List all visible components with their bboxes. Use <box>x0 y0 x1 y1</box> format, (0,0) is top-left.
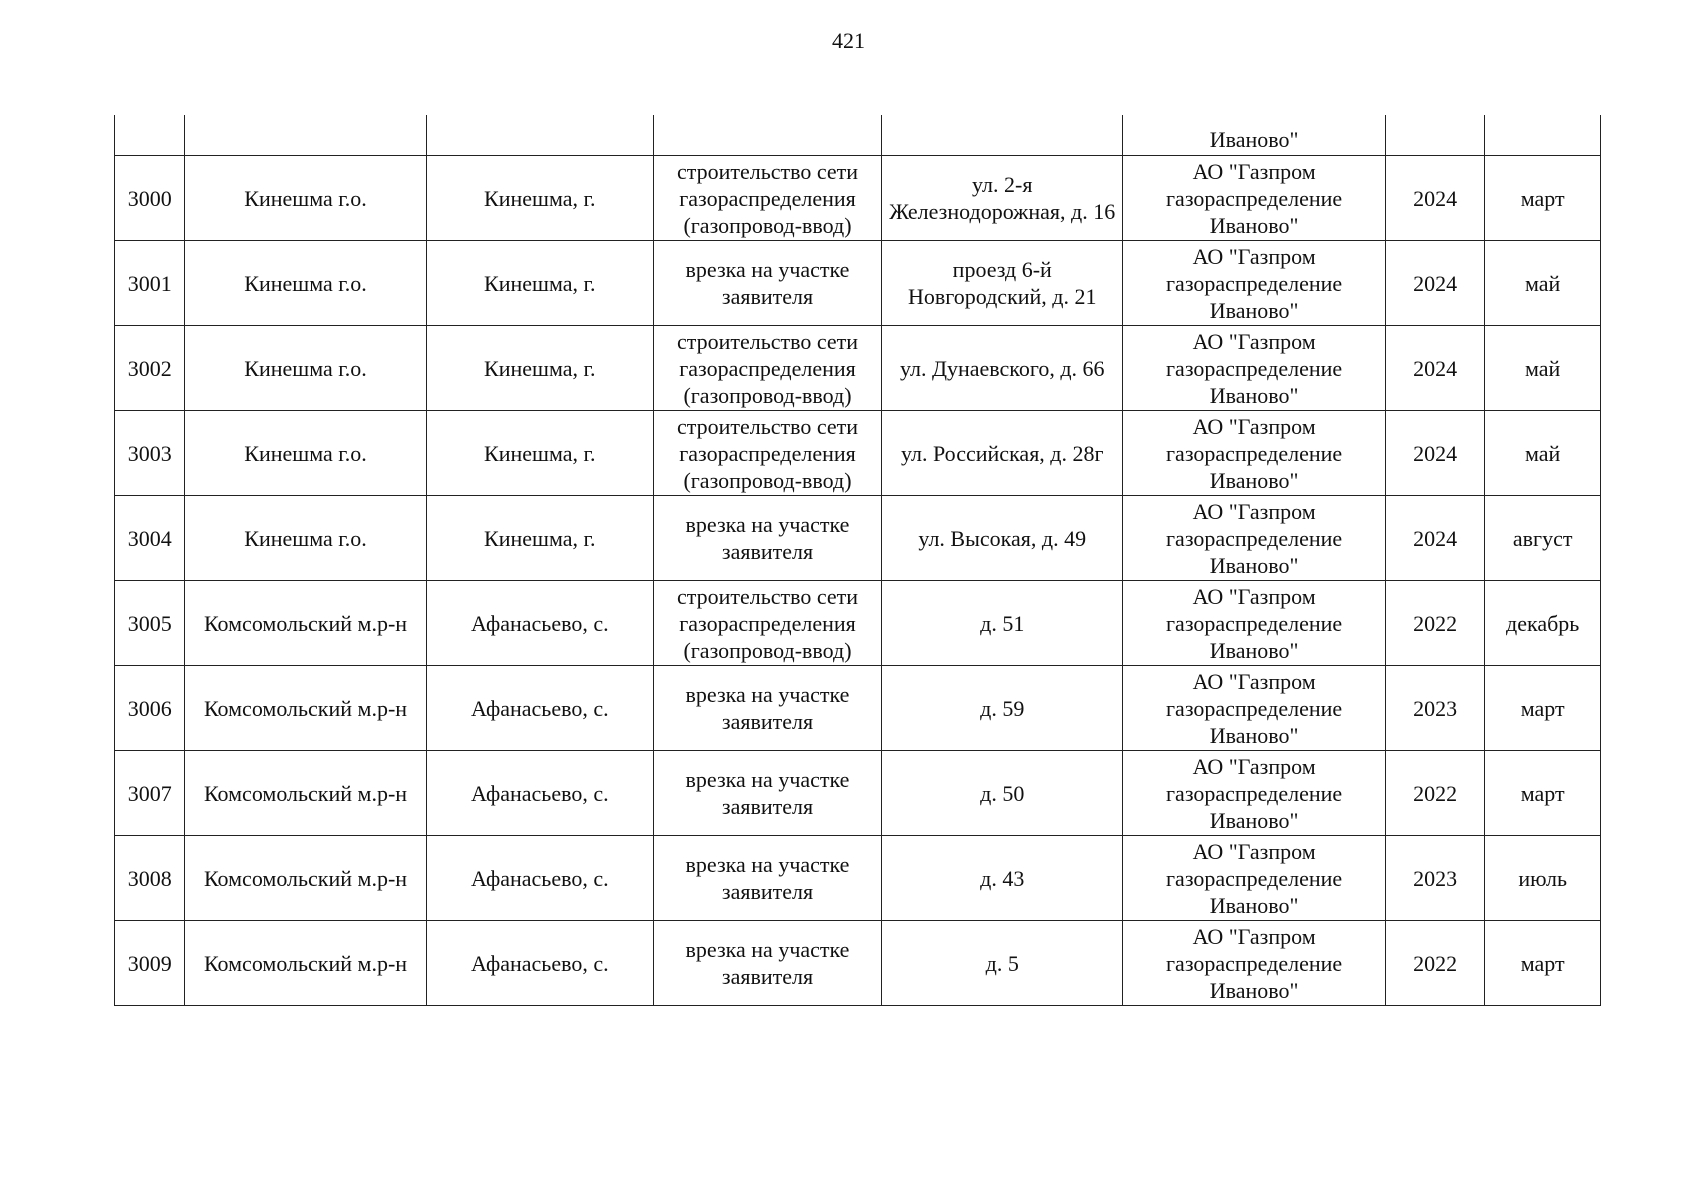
cell-address: проезд 6-й Новгородский, д. 21 <box>882 241 1123 326</box>
cell-number: 3002 <box>115 326 185 411</box>
cell-settlement: Афанасьево, с. <box>426 666 653 751</box>
cell-work-type <box>653 115 881 156</box>
cell-address: ул. Высокая, д. 49 <box>882 496 1123 581</box>
cell-address: ул. Дунаевского, д. 66 <box>882 326 1123 411</box>
cell-work-type: врезка на участке заявителя <box>653 496 881 581</box>
cell-number: 3009 <box>115 921 185 1006</box>
cell-district: Кинешма г.о. <box>185 156 426 241</box>
cell-year: 2024 <box>1385 156 1485 241</box>
cell-month: декабрь <box>1485 581 1601 666</box>
cell-organization: АО "Газпром газораспределение Иваново" <box>1123 241 1385 326</box>
cell-organization: АО "Газпром газораспределение Иваново" <box>1123 326 1385 411</box>
cell-address <box>882 115 1123 156</box>
cell-work-type: врезка на участке заявителя <box>653 751 881 836</box>
cell-organization: АО "Газпром газораспределение Иваново" <box>1123 836 1385 921</box>
cell-district: Комсомольский м.р-н <box>185 751 426 836</box>
table-row <box>115 921 1601 1006</box>
cell-year: 2024 <box>1385 326 1485 411</box>
table-row <box>115 326 1601 411</box>
cell-work-type: врезка на участке заявителя <box>653 241 881 326</box>
table-row <box>115 581 1601 666</box>
cell-address: д. 5 <box>882 921 1123 1006</box>
cell-year: 2023 <box>1385 666 1485 751</box>
cell-month: март <box>1485 666 1601 751</box>
cell-work-type: врезка на участке заявителя <box>653 921 881 1006</box>
cell-number <box>115 115 185 156</box>
cell-organization: АО "Газпром газораспределение Иваново" <box>1123 666 1385 751</box>
cell-year: 2024 <box>1385 496 1485 581</box>
cell-settlement: Афанасьево, с. <box>426 581 653 666</box>
cell-settlement: Кинешма, г. <box>426 496 653 581</box>
cell-year <box>1385 115 1485 156</box>
table-row <box>115 496 1601 581</box>
cell-address: д. 51 <box>882 581 1123 666</box>
table-row <box>115 411 1601 496</box>
cell-address: д. 43 <box>882 836 1123 921</box>
cell-district <box>185 115 426 156</box>
cell-district: Комсомольский м.р-н <box>185 666 426 751</box>
cell-month <box>1485 115 1601 156</box>
cell-settlement: Кинешма, г. <box>426 411 653 496</box>
cell-number: 3008 <box>115 836 185 921</box>
cell-number: 3005 <box>115 581 185 666</box>
cell-number: 3004 <box>115 496 185 581</box>
cell-year: 2024 <box>1385 241 1485 326</box>
cell-district: Кинешма г.о. <box>185 411 426 496</box>
cell-month: июль <box>1485 836 1601 921</box>
cell-month: март <box>1485 921 1601 1006</box>
cell-month: август <box>1485 496 1601 581</box>
cell-month: май <box>1485 326 1601 411</box>
cell-organization: АО "Газпром газораспределение Иваново" <box>1123 411 1385 496</box>
cell-settlement: Кинешма, г. <box>426 326 653 411</box>
cell-month: март <box>1485 751 1601 836</box>
cell-year: 2022 <box>1385 751 1485 836</box>
cell-year: 2023 <box>1385 836 1485 921</box>
cell-organization: АО "Газпром газораспределение Иваново" <box>1123 496 1385 581</box>
cell-district: Кинешма г.о. <box>185 241 426 326</box>
cell-address: ул. 2-я Железнодорожная, д. 16 <box>882 156 1123 241</box>
table-row <box>115 241 1601 326</box>
table-row <box>115 751 1601 836</box>
cell-work-type: строительство сети газораспределения (газопровод-ввод) <box>653 326 881 411</box>
cell-number: 3000 <box>115 156 185 241</box>
table-body <box>115 115 1601 1006</box>
table-row <box>115 666 1601 751</box>
cell-district: Комсомольский м.р-н <box>185 836 426 921</box>
cell-district: Кинешма г.о. <box>185 326 426 411</box>
cell-year: 2022 <box>1385 581 1485 666</box>
cell-number: 3003 <box>115 411 185 496</box>
cell-district: Кинешма г.о. <box>185 496 426 581</box>
continuation-row <box>115 115 1601 156</box>
cell-address: д. 59 <box>882 666 1123 751</box>
cell-settlement <box>426 115 653 156</box>
cell-settlement: Афанасьево, с. <box>426 836 653 921</box>
cell-year: 2022 <box>1385 921 1485 1006</box>
cell-organization: Иваново" <box>1123 115 1385 156</box>
cell-district: Комсомольский м.р-н <box>185 581 426 666</box>
cell-work-type: врезка на участке заявителя <box>653 666 881 751</box>
cell-settlement: Кинешма, г. <box>426 241 653 326</box>
cell-work-type: строительство сети газораспределения (газопровод-ввод) <box>653 411 881 496</box>
cell-settlement: Кинешма, г. <box>426 156 653 241</box>
cell-district: Комсомольский м.р-н <box>185 921 426 1006</box>
cell-organization: АО "Газпром газораспределение Иваново" <box>1123 921 1385 1006</box>
cell-number: 3007 <box>115 751 185 836</box>
cell-address: ул. Российская, д. 28г <box>882 411 1123 496</box>
table-row <box>115 836 1601 921</box>
cell-settlement: Афанасьево, с. <box>426 921 653 1006</box>
cell-work-type: врезка на участке заявителя <box>653 836 881 921</box>
page-number: 421 <box>832 28 865 53</box>
cell-organization: АО "Газпром газораспределение Иваново" <box>1123 156 1385 241</box>
cell-year: 2024 <box>1385 411 1485 496</box>
cell-settlement: Афанасьево, с. <box>426 751 653 836</box>
cell-month: май <box>1485 241 1601 326</box>
table-row <box>115 156 1601 241</box>
cell-number: 3001 <box>115 241 185 326</box>
cell-organization: АО "Газпром газораспределение Иваново" <box>1123 581 1385 666</box>
cell-address: д. 50 <box>882 751 1123 836</box>
cell-work-type: строительство сети газораспределения (газопровод-ввод) <box>653 581 881 666</box>
cell-month: март <box>1485 156 1601 241</box>
cell-month: май <box>1485 411 1601 496</box>
cell-organization: АО "Газпром газораспределение Иваново" <box>1123 751 1385 836</box>
cell-number: 3006 <box>115 666 185 751</box>
gasification-schedule-table <box>114 115 1601 1006</box>
cell-work-type: строительство сети газораспределения (газопровод-ввод) <box>653 156 881 241</box>
